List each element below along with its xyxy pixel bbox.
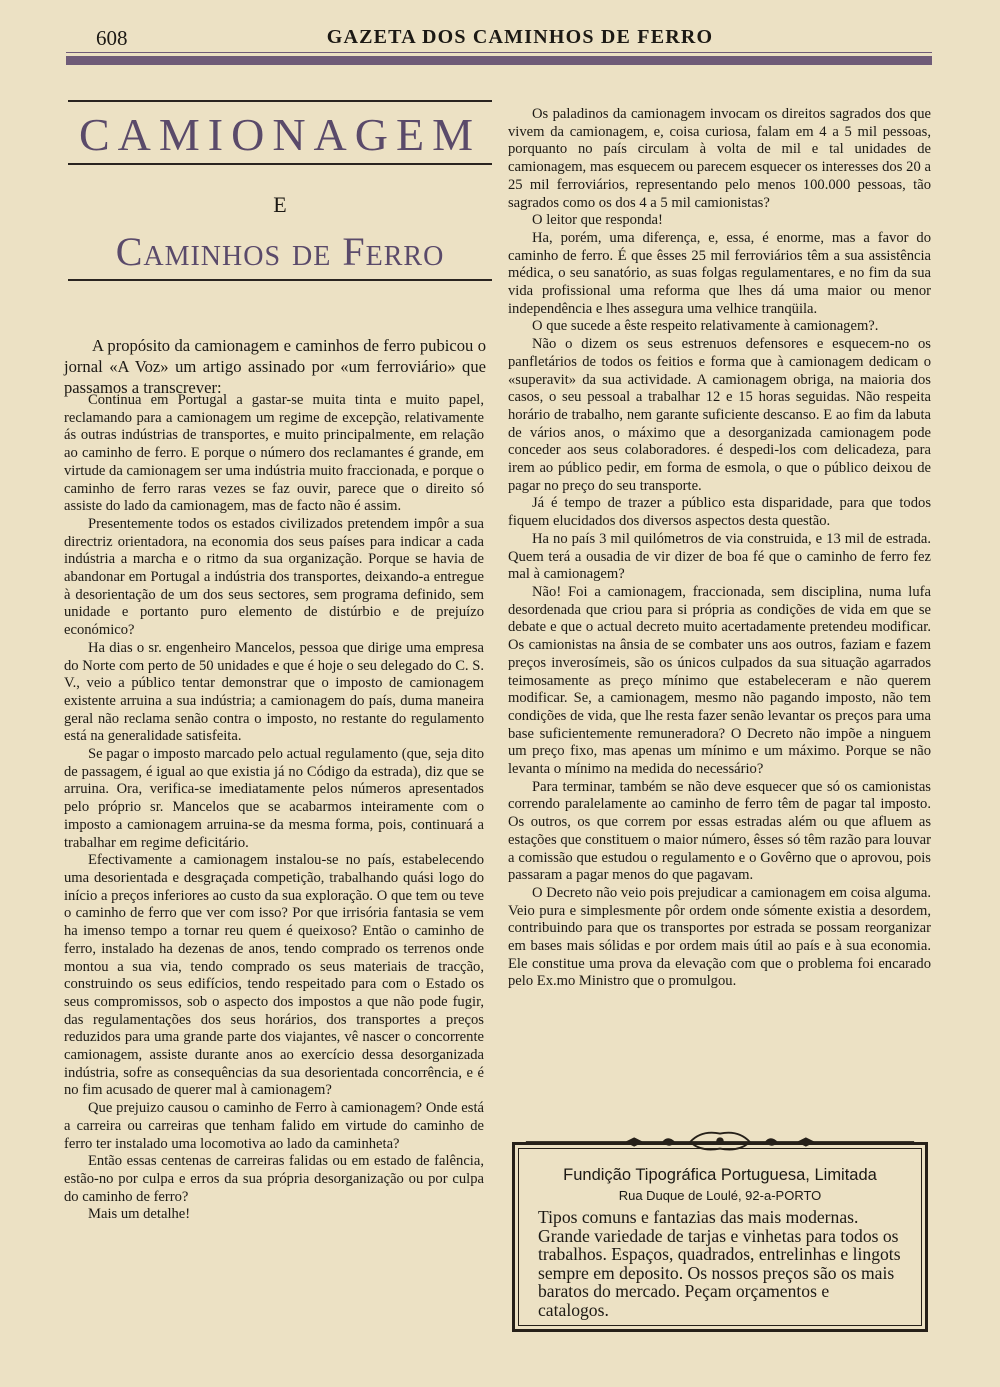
paragraph: Ha dias o sr. engenheiro Mancelos, pessoa que dirige uma empresa do Norte com perto de 50 unidades e que é hoje o seu delegado do C. S. V., veio a público tentar demonstrar que o imposto de camionagem existente arruina a sua indústria; a camionagem do país, duma maneira geral não reclama senão contra o imposto, no restante do regulamento está na generalidade satisfeita. (64, 639, 484, 745)
ad-body: Tipos comuns e fantazias das mais modernas. Grande variedade de tarjas e vinhetas para todos os trabalhos. Espaços, quadrados, entrelinhas e lingots sempre em deposito. Os nossos preços são os mais baratos do mercado. Peçam orçamentos e catalogos. (538, 1207, 901, 1320)
title-rule-middle (68, 163, 492, 165)
title-rule-bottom (68, 279, 492, 281)
article-title-line-2: Caminhos de Ferro (115, 229, 445, 274)
paragraph: O Decreto não veio pois prejudicar a camionagem em coisa alguma. Veio pura e simplesmente pôr ordem onde sómente existia a desordem, contribuindo para que os transportes por estrada se possam reorganizar em bases mais sólidas e por ordem mais útil ao país e à sua economia. Ele constitue uma prova da elevação com que o problema foi encarado pelo Ex.mo Ministro que o promulgou. (508, 884, 931, 990)
header-thin-rule (66, 52, 932, 53)
title-rule-top (68, 100, 492, 102)
paragraph: Os paladinos da camionagem invocam os direitos sagrados dos que vivem da camionagem, e, coisa curiosa, falam em 4 a 5 mil pessoas, porquanto no país circulam à volta de mil e tal unidades de camionagem, mas esquecem ou parecem esquecer os interesses dos 20 a 25 mil ferroviários, representando pelo menos 100.000 pessoas, tão sagrados como os dos 4 a 5 mil camionistas? (508, 106, 931, 211)
paragraph: Mais um detalhe! (88, 1206, 191, 1223)
article-title-line-1: CAMIONAGEM (79, 109, 481, 160)
paragraph: Não! Foi a camionagem, fraccionada, sem disciplina, numa lufa desordenada que criou para si própria as condições de vida em que se debate e que o actual decreto muito acertadamente pretendeu modificar. Os camionistas na ânsia de se combater uns aos outros, faziam e fazem preços inverosímeis, são os únicos culpados da sua situação agarrados teimosamente as preço mínimo que estabeleceram e não querem modificar. Se, a camionagem, mesmo não pagando imposto, não tem condições de vida, que lhe resta fazer senão levantar os preços para uma base suficientemente remuneradora? O Decreto não impõe a ninguem um preço fixo, mas apenas um mínimo e um máximo. Porque se não levanta o mínimo na medida do necessário? (508, 583, 931, 778)
paragraph: Se pagar o imposto marcado pelo actual regulamento (que, seja dito de passagem, é igual ao que existia já no Código da estrada), diz que se arruina. Ora, verifica-se imediatamente pelos números apresentados pelo próprio sr. Mancelos que se acabarmos inteiramente com o imposto a camionagem arruina-se da mesma forma, pois, continuará a trabalhar em regime deficitário. (64, 746, 484, 851)
paragraph: Efectivamente a camionagem instalou-se no país, estabelecendo uma desorientada e desgraçada competição, trabalhando quási logo do início a preços inferiores ao custo da sua exploração. O que tem ou teve o caminho de ferro que ver com isso? Por que irrisória fantasia se vem ha imenso tempo a tornar reu quem é queixoso? Então o caminho de ferro, instalado ha dezenas de anos, tendo comprado os terrenos onde montou a sua via, tendo comprado os seus materiais de tracção, construindo os seus edifícios, tendo respeitado para com o Estado os seus compromissos, sob o aspecto dos impostos a que não pode fugir, das regulamentações dos seus horários, dos transportes a preços reduzidos para uma grande parte dos viajantes, vê nascer o concorrente camionagem, assiste durante anos ao exercício dessa desorganizada indústria, sofre as consequências da sua desorientada concorrência, e é no fim acusado de querer mal à camionagem? (64, 852, 484, 1099)
header-rule (66, 56, 932, 65)
ad-company-name: Fundição Tipográfica Portuguesa, Limitada (563, 1166, 877, 1184)
paragraph: Ha, porém, uma diferença, e, essa, é enorme, mas a favor do caminho de ferro. É que êsses 25 mil ferroviários têm a sua assistência médica, o seu sanatório, as suas folgas regulamentares, e no fim da sua vida profissional uma reforma que lhes dá uma maior ou menor independência e lhes assegura uma velhice tranqüila. (508, 229, 931, 317)
running-title: GAZETA DOS CAMINHOS DE FERRO (326, 26, 714, 48)
paragraph: Ha no país 3 mil quilómetros de via construida, e 13 mil de estrada. Quem terá a ousadia de vir dizer de boa fé que o caminho de ferro fez mal à camionagem? (508, 530, 931, 583)
paragraph: Presentemente todos os estados civilizados pretendem impôr a sua directriz orientadora, na economia dos seus países para indicar a cada indústria a marcha e o ritmo da sua organização. Porque se havia de abandonar em Portugal a indústria dos transportes, deixando-a entregue à desorientação de um dos seus sectores, sem programa definido, sem unidade e portanto puro elemento de distúrbio e de prejuízo económico? (64, 515, 484, 639)
paragraph: Não o dizem os seus estrenuos defensores e esquecem-no os panfletários de todos os feitios e forma que à camionagem dedicam o «superavit» da sua actividade. A camionagem obriga, na maioria dos casos, o seu pessoal a trabalhar 12 e 15 horas seguidas. Não respeita horário de trabalho, nem garante suficiente descanso. E ao fim da labuta de vários anos, o máximo que a desorganizada camionagem pode conceder aos seus colaboradores. é despedi-los com delicadeza, para irem ao público pedir, em forma de esmola, o que o público deixou de pagar no preço do seu transporte. (508, 336, 931, 494)
article-title-conjunction: E (273, 192, 287, 217)
paragraph: Para terminar, também se não deve esquecer que só os camionistas correndo paralelamente ao caminho de ferro têm de pagar tal imposto. Os outros, os que correm por essas estradas além ou que afluem as estações que constituem o maior número, êsses só têm razão para louvar a comissão que estudou o regulamento e o Govêrno que o aprovou, pois passaram a pagar menos do que pagavam. (508, 778, 931, 884)
paragraph: Que prejuizo causou o caminho de Ferro à camionagem? Onde está a carreira ou carreiras que tenham falido em virtude do caminho de ferro ter instalado uma locomotiva ao lado da caminheta? (64, 1100, 484, 1152)
page-number: 608 (96, 26, 128, 50)
left-column (64, 392, 484, 1224)
advertisement (508, 1128, 932, 1332)
right-column (508, 106, 931, 991)
paragraph: O que sucede a êste respeito relativamente à camionagem?. (532, 318, 879, 335)
paragraph: Continua em Portugal a gastar-se muita tinta e muito papel, reclamando para a camionagem um regime de excepção, relativamente ás outras indústrias de transportes, e muito principalmente, em relação ao caminho de ferro. E porque o número dos reclamantes é grande, em virtude da camionagem ser uma indústria muito fraccionada, e porque o caminho de ferro raras vezes se faz ouvir, parece que o direito só assiste do lado da camionagem, mas de facto não é assim. (64, 392, 484, 515)
paragraph: Então essas centenas de carreiras falidas ou em estado de falência, estão-no por culpa e erros da sua própria desorganização ou por culpa do caminho de ferro? (64, 1153, 484, 1205)
ad-address: Rua Duque de Loulé, 92-a-PORTO (618, 1188, 822, 1203)
article-intro: A propósito da camionagem e caminhos de ferro pubicou o jornal «A Voz» um artigo assinado por «um ferroviário» que passamos a transcrever: (64, 335, 486, 397)
paragraph: Já é tempo de trazer a público esta disparidade, para que todos fiquem elucidados dos diversos aspectos desta questão. (508, 495, 931, 530)
paragraph: O leitor que responda! (532, 212, 663, 229)
